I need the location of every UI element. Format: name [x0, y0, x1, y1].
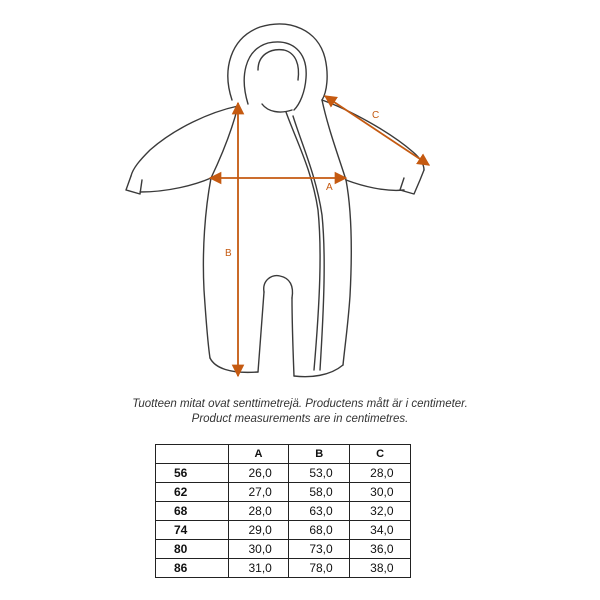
value-c: 28,0 [350, 464, 411, 483]
header-size [156, 445, 229, 464]
label-b: B [225, 248, 232, 259]
body-right-side [343, 180, 351, 365]
value-a: 31,0 [228, 559, 289, 578]
hood-lining [258, 50, 298, 80]
label-a: A [326, 182, 333, 193]
size-cell: 80 [156, 540, 229, 559]
value-c: 34,0 [350, 521, 411, 540]
right-arm-under [346, 180, 404, 190]
value-a: 28,0 [228, 502, 289, 521]
right-cuff [400, 170, 424, 194]
hood-seam [262, 104, 292, 112]
table-row [156, 521, 411, 540]
left-arm-under [140, 178, 211, 192]
table-row [156, 502, 411, 521]
left-leg-hem [210, 358, 258, 372]
value-a: 26,0 [228, 464, 289, 483]
table-row [156, 483, 411, 502]
right-raglan-seam [322, 100, 346, 180]
table-row [156, 464, 411, 483]
caption-line-1: Tuotteen mitat ovat senttimetrejä. Productens mått är i centimeter. [132, 398, 468, 410]
size-cell: 62 [156, 483, 229, 502]
value-c: 38,0 [350, 559, 411, 578]
value-a: 30,0 [228, 540, 289, 559]
size-table [155, 444, 411, 578]
value-a: 27,0 [228, 483, 289, 502]
size-cell: 86 [156, 559, 229, 578]
value-b: 63,0 [289, 502, 350, 521]
value-a: 29,0 [228, 521, 289, 540]
size-table-header-row [156, 445, 411, 464]
value-c: 30,0 [350, 483, 411, 502]
value-b: 78,0 [289, 559, 350, 578]
value-c: 32,0 [350, 502, 411, 521]
table-row [156, 540, 411, 559]
header-a: A [228, 445, 289, 464]
header-b: B [289, 445, 350, 464]
value-b: 58,0 [289, 483, 350, 502]
right-leg-hem [294, 365, 343, 377]
label-c: C [372, 110, 380, 121]
value-c: 36,0 [350, 540, 411, 559]
caption-line-2: Product measurements are in centimetres. [191, 413, 409, 425]
zipper [286, 112, 320, 370]
inner-left-leg [258, 292, 264, 372]
table-row [156, 559, 411, 578]
left-arm-outline [131, 106, 238, 176]
jumpsuit-outline [126, 24, 424, 377]
size-cell: 56 [156, 464, 229, 483]
body-left-side [203, 178, 211, 358]
size-cell: 74 [156, 521, 229, 540]
arrow-c [325, 96, 429, 165]
hood-opening [244, 42, 306, 110]
size-cell: 68 [156, 502, 229, 521]
inner-right-leg [292, 298, 294, 376]
header-c: C [350, 445, 411, 464]
value-b: 53,0 [289, 464, 350, 483]
value-b: 68,0 [289, 521, 350, 540]
left-raglan-seam [211, 106, 238, 178]
left-cuff [126, 176, 142, 194]
value-b: 73,0 [289, 540, 350, 559]
crotch [264, 276, 293, 298]
hood-outer [228, 24, 327, 100]
